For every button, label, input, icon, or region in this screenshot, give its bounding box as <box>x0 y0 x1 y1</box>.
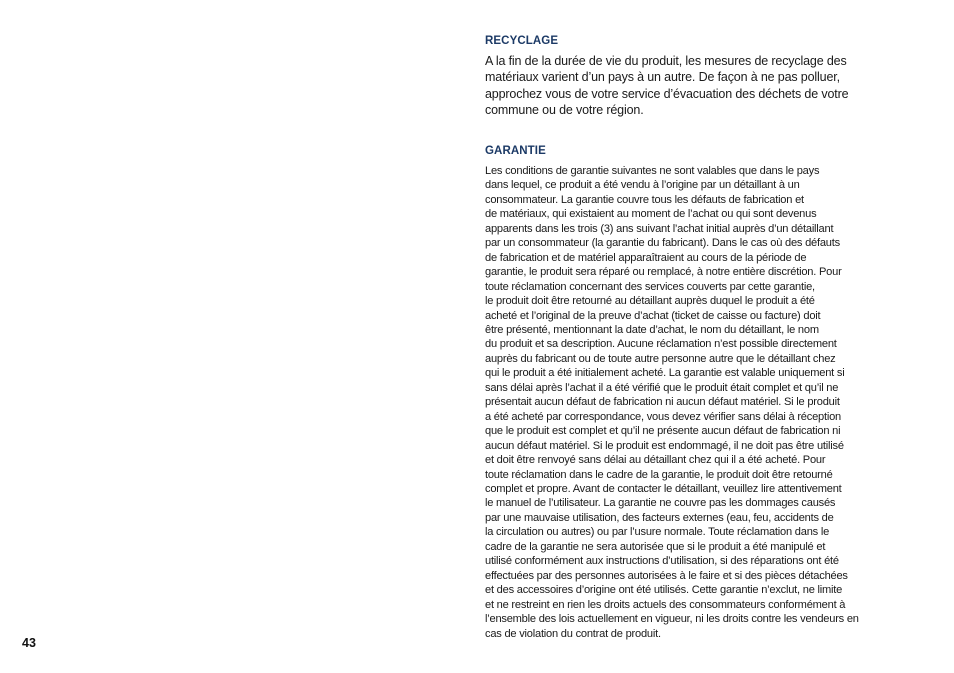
warranty-line: aucun défaut matériel. Si le produit est endommagé, il ne doit pas être utilisé <box>485 439 844 452</box>
warranty-line: de fabrication et de matériel apparaîtraient au cours de la période de <box>485 251 807 264</box>
warranty-line: apparents dans les trois (3) ans suivant l’achat initial auprès d’un détaillant <box>485 222 834 235</box>
recycling-line: approchez vous de votre service d’évacuation des déchets de votre <box>485 86 849 101</box>
warranty-line: utilisé conformément aux instructions d’utilisation, si des réparations ont été <box>485 555 839 568</box>
warranty-line: Les conditions de garantie suivantes ne sont valables que dans le pays <box>485 165 820 177</box>
warranty-line: auprès du fabricant ou de toute autre personne autre que le détaillant chez <box>485 352 836 365</box>
warranty-line: le manuel de l’utilisateur. La garantie ne couvre pas les dommages causés <box>485 497 836 510</box>
warranty-line: a été acheté par correspondance, vous devez vérifier sans délai à réception <box>485 410 841 423</box>
recycling-line: commune ou de votre région. <box>485 102 644 117</box>
warranty-heading: GARANTIE <box>485 145 546 157</box>
warranty-line: cas de violation du contrat de produit. <box>485 627 661 640</box>
warranty-line: et ne restreint en rien les droits actuels des consommateurs conformément à <box>485 598 846 611</box>
warranty-line: qui le produit a été initialement acheté. La garantie est valable uniquement si <box>485 367 845 380</box>
warranty-line: être présenté, mentionnant la date d’achat, le nom du détaillant, le nom <box>485 323 819 336</box>
warranty-line: sans délai après l’achat il a été vérifié que le produit était complet et qu’il ne <box>485 381 839 394</box>
warranty-line: dans lequel, ce produit a été vendu à l’origine par un détaillant à un <box>485 179 800 192</box>
warranty-line: que le produit est complet et qu’il ne présente aucun défaut de fabrication ni <box>485 425 841 438</box>
warranty-line: et doit être renvoyé sans délai au détaillant chez qui il a été acheté. Pour <box>485 454 826 467</box>
warranty-line: la circulation ou autres) ou par l’usure normale. Toute réclamation dans le <box>485 526 830 539</box>
warranty-line: l’ensemble des lois actuellement en vigueur, ni les droits contre les vendeurs en <box>485 613 859 626</box>
recycling-heading: RECYCLAGE <box>485 35 559 47</box>
recycling-line: matériaux varient d’un pays à un autre. De façon à ne pas polluer, <box>485 70 840 85</box>
page-number: 43 <box>22 636 36 650</box>
recycling-body <box>485 53 848 118</box>
warranty-line: complet et propre. Avant de contacter le détaillant, veuillez lire attentivement <box>485 482 842 495</box>
warranty-body <box>485 164 859 641</box>
warranty-line: toute réclamation dans le cadre de la garantie, le produit doit être retourné <box>485 468 833 481</box>
warranty-line: par une mauvaise utilisation, des facteurs externes (eau, feu, accidents de <box>485 511 834 524</box>
recycling-line: A la fin de la durée de vie du produit, les mesures de recyclage des <box>485 54 847 68</box>
warranty-line: et des accessoires d’origine ont été utilisés. Cette garantie n’exclut, ne limite <box>485 584 843 597</box>
warranty-line: garantie, le produit sera réparé ou remplacé, à notre entière discrétion. Pour <box>485 266 842 279</box>
warranty-line: effectuées par des personnes autorisées à le faire et si des pièces détachées <box>485 569 848 582</box>
warranty-line: par un consommateur (la garantie du fabricant). Dans le cas où des défauts <box>485 237 840 250</box>
warranty-line: cadre de la garantie ne sera autorisée que si le produit a été manipulé et <box>485 540 826 553</box>
warranty-line: consommateur. La garantie couvre tous les défauts de fabrication et <box>485 193 804 206</box>
warranty-line: du produit et sa description. Aucune réclamation n’est possible directement <box>485 338 837 351</box>
warranty-line: le produit doit être retourné au détaillant auprès duquel le produit a été <box>485 295 815 308</box>
warranty-line: toute réclamation concernant des services couverts par cette garantie, <box>485 280 815 293</box>
warranty-line: présentait aucun défaut de fabrication ni aucun défaut matériel. Si le produit <box>485 396 840 409</box>
warranty-line: acheté et l’original de la preuve d’achat (ticket de caisse ou facture) doit <box>485 309 821 322</box>
warranty-line: de matériaux, qui existaient au moment de l’achat ou qui sont devenus <box>485 208 817 221</box>
